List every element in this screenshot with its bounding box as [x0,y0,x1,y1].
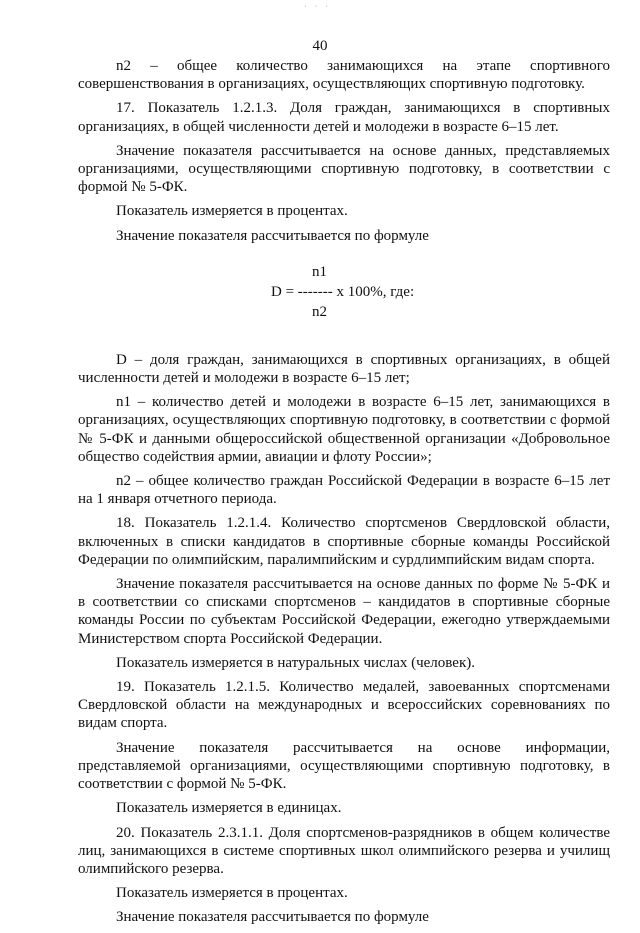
paragraph: Показатель измеряется в единицах. [116,800,342,817]
paragraph: D – доля граждан, занимающихся в спортивных организациях, в общей численности детей и молодежи в возрасте 6–15 лет; [78,351,610,387]
formula-denominator: n2 [312,303,327,320]
formula [78,263,610,331]
paragraph: Значение показателя рассчитывается по формуле [116,909,429,926]
document-body [78,57,610,933]
paragraph: Значение показателя рассчитывается на основе данных по форме № 5-ФК и в соответствии со списками спортсменов – кандидатов в спортивные сборные команды России по субъектам Российской Федерации, ежегодно утверждаемыми Министерством спорта Российской Федерации. [78,576,610,647]
scan-artifact: · · · [304,2,331,11]
paragraph: Значение показателя рассчитывается на основе данных, представляемых организациями, осуществляющими спортивную подготовку, в соответствии с формой № 5-ФК. [78,142,610,196]
paragraph: Значение показателя рассчитывается на основе информации, представляемой организациями, осуществляющими спортивную подготовку, в соответствии с формой № 5-ФК. [78,739,610,793]
paragraph: Значение показателя рассчитывается по формуле [116,227,429,244]
formula-line: D = ------- х 100%, где: [271,283,415,300]
paragraph: n2 – общее количество граждан Российской Федерации в возрасте 6–15 лет на 1 января отчетного периода. [78,473,610,508]
paragraph: Показатель измеряется в натуральных числах (человек). [116,654,475,671]
paragraph: n2 – общее количество занимающихся на этапе спортивного совершенствования в организациях, осуществляющих спортивную подготовку. [78,58,610,93]
paragraph: Показатель измеряется в процентах. [116,203,348,220]
paragraph: 17. Показатель 1.2.1.3. Доля граждан, занимающихся в спортивных организациях, в общей численности детей и молодежи в возрасте 6–15 лет. [78,100,610,135]
paragraph: 18. Показатель 1.2.1.4. Количество спортсменов Свердловской области, включенных в списки кандидатов в спортивные сборные команды Российской Федерации по олимпийским, паралимпийским и сурдлимпийским видам спорта. [78,515,610,568]
paragraph: n1 – количество детей и молодежи в возрасте 6–15 лет, занимающихся в организациях, осуществляющих спортивную подготовку, в соответствии с формой № 5-ФК и данными общероссийской общественной организации «Добровольное общество содействия армии, авиации и флоту России»; [78,394,610,465]
page-number: 40 [312,38,328,54]
paragraph: 20. Показатель 2.3.1.1. Доля спортсменов-разрядников в общем количестве лиц, занимающихся в системе спортивных школ олимпийского резерва и училищ олимпийского резерва. [78,824,610,877]
formula-numerator: n1 [312,263,327,280]
paragraph: Показатель измеряется в процентах. [116,885,348,902]
paragraph: 19. Показатель 1.2.1.5. Количество медалей, завоеванных спортсменами Свердловской области на международных и всероссийских соревнованиях по видам спорта. [78,679,610,732]
